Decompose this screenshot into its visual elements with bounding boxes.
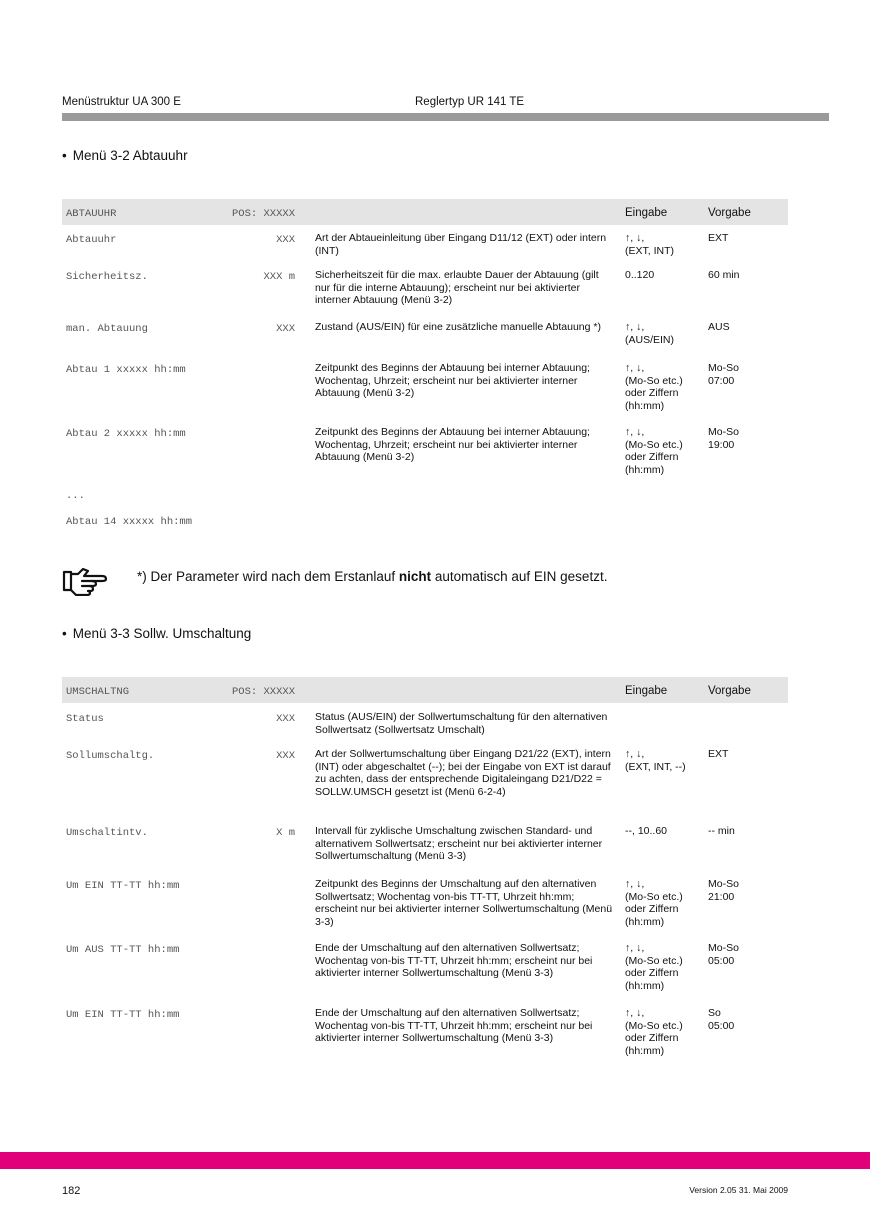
param-input: ↑, ↓, (Mo-So etc.) oder Ziffern (hh:mm) bbox=[625, 942, 683, 992]
param-input: ↑, ↓, (Mo-So etc.) oder Ziffern (hh:mm) bbox=[625, 1007, 683, 1057]
param-description: Zeitpunkt des Beginns der Umschaltung auf den alternativen Sollwertsatz; Wochentag von-bis TT-TT, Uhrzeit hh:mm; erscheint nur bei aktivierter interner Sollwertumschaltung (Menü 3-3) bbox=[315, 878, 613, 928]
section-title-abtauuhr bbox=[62, 148, 188, 163]
header-title-left: Menüstruktur UA 300 E bbox=[62, 96, 181, 108]
param-default: -- min bbox=[708, 825, 735, 837]
param-input: 0..120 bbox=[625, 269, 655, 281]
footer-accent-bar bbox=[0, 1152, 870, 1169]
header-eingabe: Eingabe bbox=[625, 685, 668, 697]
table-header bbox=[62, 199, 788, 225]
param-input: ↑, ↓, (Mo-So etc.) oder Ziffern (hh:mm) bbox=[625, 426, 683, 476]
bullet: • bbox=[62, 626, 67, 641]
header-pos: POS: XXXXX bbox=[231, 686, 295, 698]
param-default: Mo-So 19:00 bbox=[708, 426, 739, 451]
param-default: AUS bbox=[708, 321, 730, 333]
param-description: Sicherheitszeit für die max. erlaubte Dauer der Abtauung (gilt nur für die interne Abtauung); erscheint nur bei aktivierter interner Abtauung (Menü 3-2) bbox=[315, 269, 599, 306]
param-name: Abtauuhr bbox=[66, 234, 117, 246]
param-default: Mo-So 05:00 bbox=[708, 942, 739, 967]
abtauuhr-table bbox=[62, 199, 788, 476]
header-title-center: Reglertyp UR 141 TE bbox=[415, 96, 525, 108]
param-description: Status (AUS/EIN) der Sollwertumschaltung für den alternativen Sollwertsatz (Sollwertsatz Umschalt) bbox=[315, 711, 608, 736]
pointing-hand-icon bbox=[62, 566, 108, 601]
param-default: Mo-So 07:00 bbox=[708, 362, 739, 387]
param-name: Um EIN TT-TT hh:mm bbox=[66, 880, 180, 892]
param-name: Um AUS TT-TT hh:mm bbox=[66, 944, 180, 956]
param-description: Zeitpunkt des Beginns der Abtauung bei interner Abtauung; Wochentag, Uhrzeit; erscheint nur bei aktivierter interner Abtauung (Menü 3-2) bbox=[315, 362, 590, 399]
param-default: EXT bbox=[708, 232, 729, 244]
param-default: Mo-So 21:00 bbox=[708, 878, 739, 903]
param-input: ↑, ↓, (AUS/EIN) bbox=[625, 321, 675, 346]
header-pos: POS: XXXXX bbox=[231, 208, 295, 220]
param-description: Art der Sollwertumschaltung über Eingang D21/22 (EXT), intern (INT) oder abgeschaltet (--); bei der Eingabe von EXT ist darauf zu achten, dass der entsprechende Digitaleingang D21/D22 = SOLLW.UMSCH gesetzt ist (Menü 6-2-4) bbox=[315, 748, 611, 798]
param-description: Intervall für zyklische Umschaltung zwischen Standard- und alternativem Sollwertsatz; erscheint nur bei aktivierter interner Sollwertumschaltung (Menü 3-3) bbox=[315, 825, 603, 862]
header-divider bbox=[62, 113, 829, 121]
param-input: ↑, ↓, (Mo-So etc.) oder Ziffern (hh:mm) bbox=[625, 878, 683, 928]
umschaltng-table bbox=[62, 677, 788, 1057]
note-emphasis: nicht bbox=[398, 569, 432, 584]
page-number: 182 bbox=[62, 1185, 81, 1197]
param-description: Zustand (AUS/EIN) für eine zusätzliche manuelle Abtauung *) bbox=[315, 321, 601, 333]
param-value: XXX bbox=[276, 323, 295, 335]
table-header bbox=[62, 677, 788, 703]
param-name: Sollumschaltg. bbox=[66, 750, 155, 762]
section-title-sollw-umschaltung bbox=[62, 626, 251, 641]
param-value: XXX bbox=[276, 713, 295, 725]
header-vorgabe: Vorgabe bbox=[708, 685, 751, 697]
param-input: ↑, ↓, (Mo-So etc.) oder Ziffern (hh:mm) bbox=[625, 362, 683, 412]
param-name-last: Abtau 14 xxxxx hh:mm bbox=[66, 516, 193, 528]
param-description: Ende der Umschaltung auf den alternativen Sollwertsatz; Wochentag von-bis TT-TT, Uhrzeit hh:mm; erscheint nur bei aktivierter interner Sollwertumschaltung (Menü 3-3) bbox=[315, 942, 593, 979]
param-description: Zeitpunkt des Beginns der Abtauung bei interner Abtauung; Wochentag, Uhrzeit; erscheint nur bei aktivierter interner Abtauung (Menü 3-2) bbox=[315, 426, 590, 463]
param-name: Status bbox=[66, 713, 104, 725]
ellipsis: ... bbox=[66, 490, 85, 502]
param-default: EXT bbox=[708, 748, 729, 760]
param-name: Abtau 1 xxxxx hh:mm bbox=[66, 364, 186, 376]
param-name: man. Abtauung bbox=[66, 323, 148, 335]
param-name: Abtau 2 xxxxx hh:mm bbox=[66, 428, 186, 440]
param-name: Um EIN TT-TT hh:mm bbox=[66, 1009, 180, 1021]
param-value: XXX bbox=[276, 750, 295, 762]
param-value: XXX m bbox=[263, 271, 295, 283]
param-input: ↑, ↓, (EXT, INT, --) bbox=[625, 748, 686, 773]
param-description: Ende der Umschaltung auf den alternativen Sollwertsatz; Wochentag von-bis TT-TT, Uhrzeit hh:mm; erscheint nur bei aktivierter interner Sollwertumschaltung (Menü 3-3) bbox=[315, 1007, 593, 1044]
header-eingabe: Eingabe bbox=[625, 207, 668, 219]
bullet: • bbox=[62, 148, 67, 163]
note-text: *) Der Parameter wird nach dem Erstanlauf nicht automatisch auf EIN gesetzt. bbox=[137, 569, 608, 584]
param-value: XXX bbox=[276, 234, 295, 246]
header-menu-code: UMSCHALTNG bbox=[66, 686, 130, 698]
param-input: --, 10..60 bbox=[625, 825, 668, 837]
param-name: Umschaltintv. bbox=[66, 827, 148, 839]
param-description: Art der Abtaueinleitung über Eingang D11/12 (EXT) oder intern (INT) bbox=[315, 232, 607, 257]
param-value: X m bbox=[276, 827, 295, 839]
param-default: So 05:00 bbox=[708, 1007, 735, 1032]
header-menu-code: ABTAUUHR bbox=[66, 208, 117, 220]
section-title-text: Menü 3-3 Sollw. Umschaltung bbox=[72, 626, 252, 641]
section-title-text: Menü 3-2 Abtauuhr bbox=[72, 148, 188, 163]
header-vorgabe: Vorgabe bbox=[708, 207, 751, 219]
param-default: 60 min bbox=[708, 269, 740, 281]
version-date: Version 2.05 31. Mai 2009 bbox=[689, 1185, 788, 1195]
param-name: Sicherheitsz. bbox=[66, 271, 148, 283]
param-input: ↑, ↓, (EXT, INT) bbox=[625, 232, 674, 257]
